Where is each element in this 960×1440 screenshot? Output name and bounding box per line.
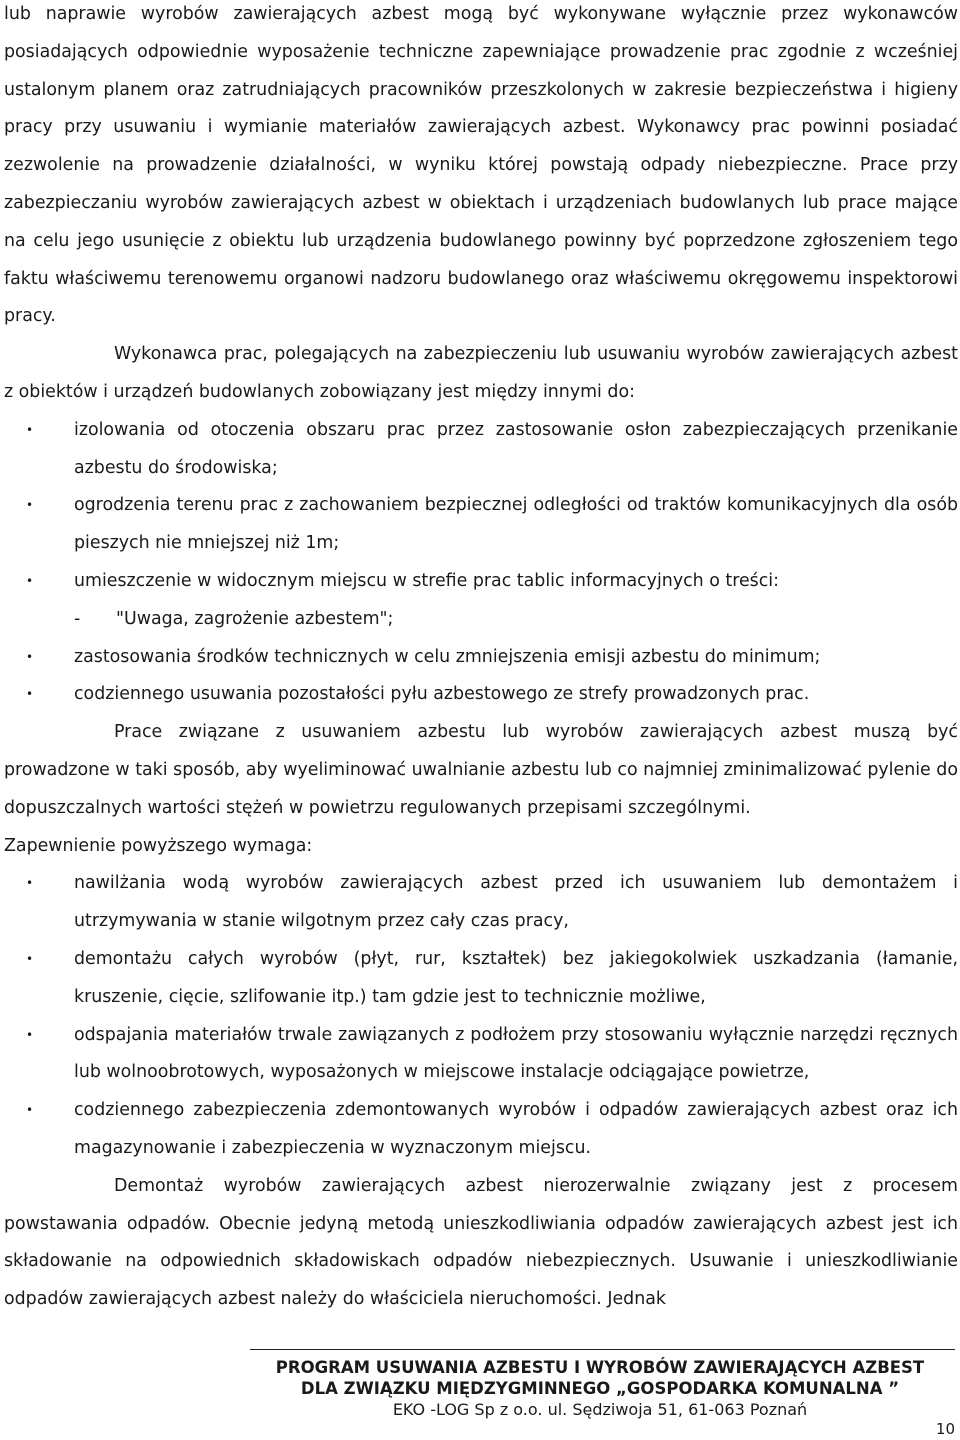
bullet-icon: • xyxy=(26,573,34,588)
paragraph-dust-minimization: Prace związane z usuwaniem azbestu lub wyrobów zawierających azbest muszą być prowadzone w taki sposób, aby wyeliminować uwalnianie azbestu lub co najmniej zminimalizować pylenie do dopuszczalnych wartości stężeń w powietrzu regulowanych przepisami szczególnymi. xyxy=(4,722,958,818)
paragraph-waste-disposal: Demontaż wyrobów zawierających azbest nierozerwalnie związany jest z procesem powstawania odpadów. Obecnie jedyną metodą unieszkodliwiania odpadów zawierających azbest jest ich składowanie na odpowiednich składowiskach odpadów niebezpiecznych. Usuwanie i unieszkodliwianie odpadów zawierających azbest należy do właściciela nieruchomości. Jednak xyxy=(4,1175,958,1310)
list-contractor-duties-continued xyxy=(4,639,958,715)
list-requirements xyxy=(4,865,958,1167)
bullet-icon: • xyxy=(26,1103,34,1118)
list-item: • umieszczenie w widocznym miejscu w strefie prac tablic informacyjnych o treści: xyxy=(4,563,958,601)
warning-sign-text: "Uwaga, zagrożenie azbestem"; xyxy=(116,608,394,629)
list-item: • demontażu całych wyrobów (płyt, rur, kształtek) bez jakiegokolwiek uszkadzania (łamanie, kruszenie, cięcie, szlifowanie itp.) tam gdzie jest to technicznie możliwe, xyxy=(4,941,958,1017)
footer-program-title: PROGRAM USUWANIA AZBESTU I WYROBÓW ZAWIERAJĄCYCH AZBEST xyxy=(275,1358,925,1377)
page-number: 10 xyxy=(935,1420,955,1438)
list-item: • codziennego zabezpieczenia zdemontowanych wyrobów i odpadów zawierających azbest oraz ich magazynowanie i zabezpieczenia w wyznaczonym miejscu. xyxy=(4,1092,958,1168)
list-item: • nawilżania wodą wyrobów zawierających azbest przed ich usuwaniem lub demontażem i utrzymywania w stanie wilgotnym przez cały czas pracy, xyxy=(4,865,958,941)
list-contractor-duties xyxy=(4,412,958,601)
bullet-icon: • xyxy=(26,876,34,891)
bullet-icon: • xyxy=(26,951,34,966)
footer-union-name: DLA ZWIĄZKU MIĘDZYGMINNEGO „GOSPODARKA KOMUNALNA ” xyxy=(300,1379,900,1398)
document-body xyxy=(4,0,958,1319)
footer-divider xyxy=(250,1349,955,1350)
paragraph-requirements-intro: Zapewnienie powyższego wymaga: xyxy=(4,835,313,856)
list-item: • zastosowania środków technicznych w celu zmniejszenia emisji azbestu do minimum; xyxy=(4,639,958,677)
paragraph-contractors: lub naprawie wyrobów zawierających azbest mogą być wykonywane wyłącznie przez wykonawców posiadających odpowiednie wyposażenie techniczne zapewniające prowadzenie prac zgodnie z wcześniej ustalonym planem oraz zatrudniających pracowników przeszkolonych w zakresie bezpieczeństwa i higieny pracy przy usuwaniu i wymianie materiałów zawierających azbest. Wykonawcy prac powinni posiadać zezwolenie na prowadzenie działalności, w wyniku której powstają odpady niebezpieczne. Prace przy zabezpieczaniu wyrobów zawierających azbest w obiektach i urządzeniach budowlanych lub prace mające na celu jego usunięcie z obiektu lub urządzenia budowlanego powinny być poprzedzone zgłoszeniem tego faktu właściwemu terenowemu organowi nadzoru budowlanego oraz właściwemu okręgowemu inspektorowi pracy. xyxy=(4,4,958,327)
list-item: • izolowania od otoczenia obszaru prac przez zastosowanie osłon zabezpieczających przenikanie azbestu do środowiska; xyxy=(4,412,958,488)
bullet-icon: • xyxy=(26,422,34,437)
dash-list-item xyxy=(4,601,958,639)
list-item: • odspajania materiałów trwale zawiązanych z podłożem przy stosowaniu wyłącznie narzędzi ręcznych lub wolnoobrotowych, wyposażonych w miejscowe instalacje odciągające powietrze, xyxy=(4,1017,958,1093)
bullet-icon: • xyxy=(26,498,34,513)
page-footer xyxy=(250,1357,950,1420)
bullet-icon: • xyxy=(26,649,34,664)
bullet-icon: • xyxy=(26,1027,34,1042)
list-item: • ogrodzenia terenu prac z zachowaniem bezpiecznej odległości od traktów komunikacyjnych dla osób pieszych nie mniejszej niż 1m; xyxy=(4,487,958,563)
list-item: • codziennego usuwania pozostałości pyłu azbestowego ze strefy prowadzonych prac. xyxy=(4,676,958,714)
dash-marker: - xyxy=(74,608,81,629)
paragraph-contractor-duties: Wykonawca prac, polegających na zabezpieczeniu lub usuwaniu wyrobów zawierających azbest z obiektów i urządzeń budowlanych zobowiązany jest między innymi do: xyxy=(4,344,958,402)
footer-address: EKO -LOG Sp z o.o. ul. Sędziwoja 51, 61-063 Poznań xyxy=(392,1400,808,1419)
bullet-icon: • xyxy=(26,687,34,702)
